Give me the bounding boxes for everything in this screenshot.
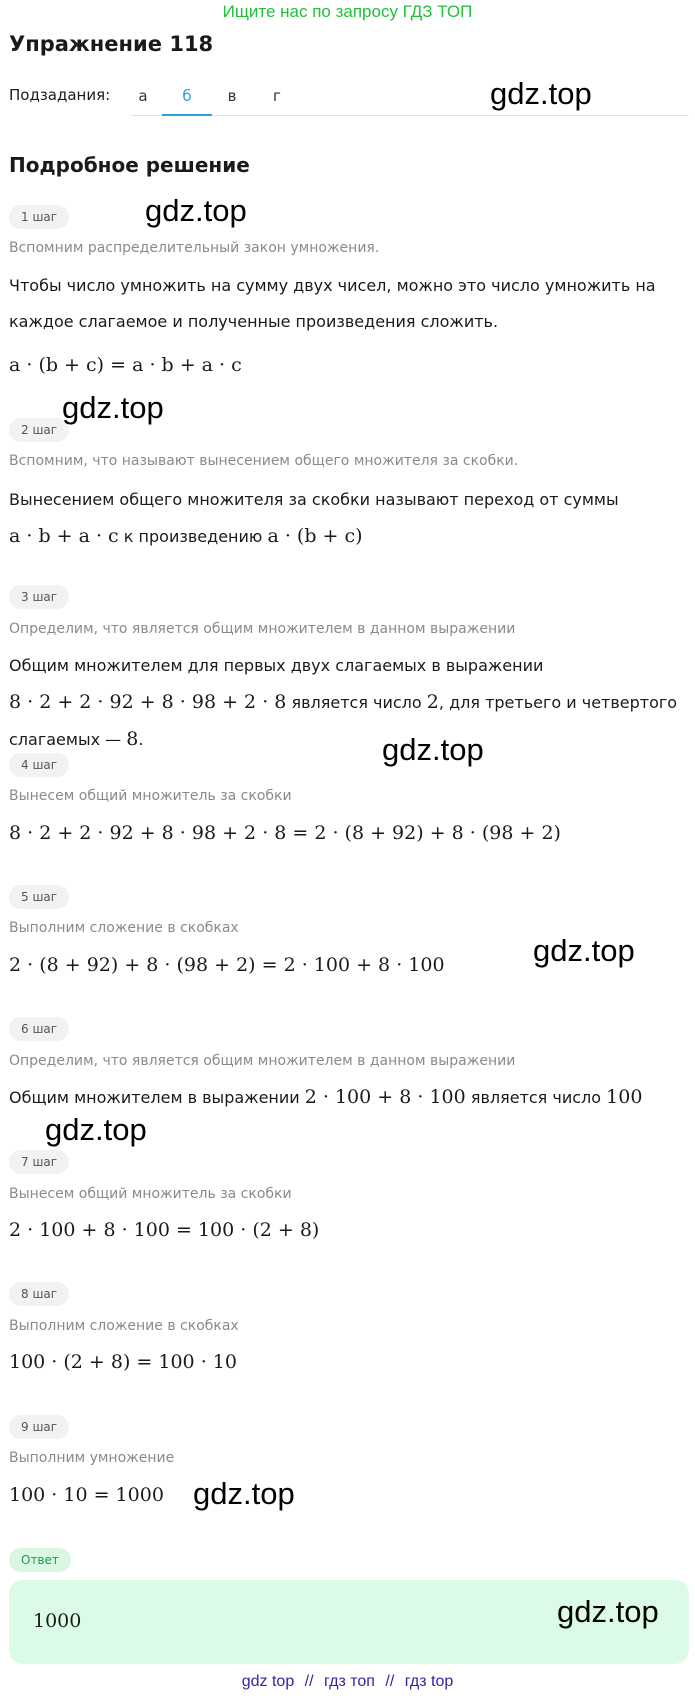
step-text — [9, 482, 689, 555]
footer-link[interactable]: гдз top — [404, 1673, 454, 1690]
step-hint: Выполним сложение в скобках — [9, 1318, 239, 1334]
step-formula: 8 · 2 + 2 · 92 + 8 · 98 + 2 · 8 = 2 · (8 + 92) + 8 · (98 + 2) — [9, 822, 561, 844]
step-hint: Выполним умножение — [9, 1450, 175, 1466]
step-inline-value: 100 — [606, 1086, 643, 1108]
step-badge: 8 шаг — [9, 1282, 69, 1306]
step-badge: 1 шаг — [9, 205, 69, 229]
step-formula: 100 · 10 = 1000 — [9, 1484, 164, 1506]
step-text-part: Общим множителем в выражении — [9, 1088, 300, 1107]
step-badge: 5 шаг — [9, 885, 69, 909]
step-inline-formula: a · (b + c) — [267, 525, 363, 547]
step-badge: 4 шаг — [9, 753, 69, 777]
step-text-part: к произведению — [123, 527, 263, 546]
answer-badge: Ответ — [9, 1548, 71, 1572]
step-badge: 2 шаг — [9, 418, 69, 442]
tab-subtask-v[interactable]: в — [227, 87, 237, 105]
step-badge: 7 шаг — [9, 1150, 69, 1174]
step-badge: 6 шаг — [9, 1017, 69, 1041]
step-inline-value: 2 — [426, 691, 439, 713]
watermark: gdz.top — [557, 1594, 659, 1629]
watermark: gdz.top — [382, 732, 484, 767]
step-text-part: . — [138, 730, 144, 749]
footer-link[interactable]: гдз топ — [324, 1673, 375, 1690]
subtasks-label: Подзадания: — [9, 86, 111, 104]
step-text — [9, 1079, 689, 1116]
page-title: Упражнение 118 — [9, 32, 214, 56]
footer-separator: // — [304, 1673, 314, 1690]
step-inline-formula: 8 · 2 + 2 · 92 + 8 · 98 + 2 · 8 — [9, 691, 287, 713]
watermark: gdz.top — [62, 390, 164, 425]
step-formula: 2 · 100 + 8 · 100 = 100 · (2 + 8) — [9, 1219, 320, 1241]
answer-box — [9, 1580, 689, 1664]
step-text-part: Общим множителем для первых двух слагаемых в выражении — [9, 656, 544, 675]
tab-subtask-g[interactable]: г — [273, 87, 281, 105]
tab-subtask-a[interactable]: а — [138, 87, 148, 105]
watermark: gdz.top — [193, 1476, 295, 1511]
footer-links — [0, 1673, 695, 1691]
step-hint: Вспомним распределительный закон умножения. — [9, 240, 380, 256]
step-text-part: Вынесением общего множителя за скобки называют переход от суммы — [9, 490, 619, 509]
step-formula: a · (b + c) = a · b + a · c — [9, 354, 242, 376]
step-hint: Определим, что является общим множителем в данном выражении — [9, 621, 516, 637]
step-hint: Вспомним, что называют вынесением общего множителя за скобки. — [9, 453, 519, 469]
watermark: gdz.top — [45, 1112, 147, 1147]
step-inline-formula: 2 · 100 + 8 · 100 — [304, 1086, 466, 1108]
promo-banner[interactable]: Ищите нас по запросу ГДЗ ТОП — [222, 2, 473, 21]
watermark: gdz.top — [533, 933, 635, 968]
section-title: Подробное решение — [9, 153, 250, 177]
step-text — [9, 648, 689, 758]
answer-value: 1000 — [33, 1610, 82, 1632]
watermark: gdz.top — [490, 76, 592, 111]
step-inline-value: 8 — [126, 728, 139, 750]
footer-link[interactable]: gdz top — [241, 1673, 295, 1690]
step-formula: 2 · (8 + 92) + 8 · (98 + 2) = 2 · 100 + 8 · 100 — [9, 954, 445, 976]
tab-subtask-b[interactable]: б — [162, 78, 212, 116]
step-badge: 3 шаг — [9, 585, 69, 609]
step-text-part: является число — [470, 1088, 602, 1107]
step-text-part: является число — [291, 693, 422, 712]
step-badge: 9 шаг — [9, 1415, 69, 1439]
step-text-part: , для третьего и четвертого слагаемых — — [9, 693, 678, 749]
step-hint: Вынесем общий множитель за скобки — [9, 1186, 292, 1202]
step-hint: Определим, что является общим множителем в данном выражении — [9, 1053, 516, 1069]
step-inline-formula: a · b + a · c — [9, 525, 119, 547]
step-hint: Вынесем общий множитель за скобки — [9, 788, 292, 804]
footer-separator: // — [385, 1673, 395, 1690]
step-hint: Выполним сложение в скобках — [9, 920, 239, 936]
step-text: Чтобы число умножить на сумму двух чисел, можно это число умножить на каждое слагаемое и полученные произведения сложить. — [9, 276, 656, 331]
watermark: gdz.top — [145, 193, 247, 228]
step-formula: 100 · (2 + 8) = 100 · 10 — [9, 1351, 237, 1373]
